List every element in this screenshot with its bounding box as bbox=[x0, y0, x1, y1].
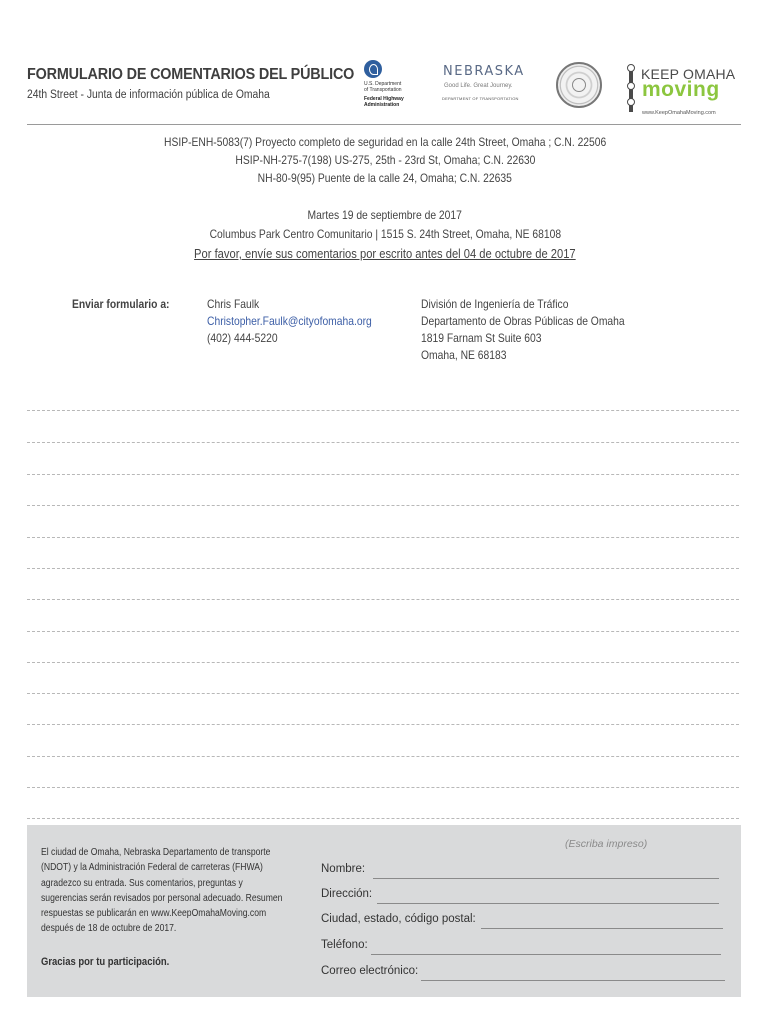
usdot-line4: Administration bbox=[364, 102, 400, 108]
contact-info-box bbox=[27, 825, 741, 997]
nebraska-dot-logo bbox=[440, 64, 540, 104]
notice-line: respuestas se publicarán en www.KeepOmahaMoving.com bbox=[41, 908, 267, 920]
comment-line[interactable] bbox=[27, 474, 739, 475]
nebraska-dept: DEPARTMENT OF TRANSPORTATION bbox=[442, 96, 519, 101]
submission-deadline: Por favor, envíe sus comentarios por escrito antes del 04 de octubre de 2017 bbox=[194, 246, 576, 261]
phone-label: Teléfono: bbox=[321, 939, 368, 951]
contact-email-link[interactable]: Christopher.Faulk@cityofomaha.org bbox=[207, 314, 372, 328]
contact-street: 1819 Farnam St Suite 603 bbox=[421, 331, 542, 345]
comment-line[interactable] bbox=[27, 442, 739, 443]
comment-line[interactable] bbox=[27, 724, 739, 725]
comment-line[interactable] bbox=[27, 537, 739, 538]
comment-line[interactable] bbox=[27, 568, 739, 569]
name-label: Nombre: bbox=[321, 863, 366, 875]
name-field[interactable] bbox=[321, 863, 719, 881]
form-subtitle: 24th Street - Junta de información pública de Omaha bbox=[27, 89, 270, 101]
form-title: FORMULARIO DE COMENTARIOS DEL PÚBLICO bbox=[27, 66, 355, 83]
contact-address bbox=[421, 296, 658, 364]
usdot-line1: U.S. Department bbox=[364, 81, 402, 87]
send-form-label: Enviar formulario a: bbox=[72, 297, 170, 311]
notice-line: agradezco su entrada. Sus comentarios, preguntas y bbox=[41, 877, 243, 889]
contact-department: Departamento de Obras Públicas de Omaha bbox=[421, 314, 625, 328]
meeting-date: Martes 19 de septiembre de 2017 bbox=[307, 208, 463, 222]
thanks-text: Gracias por tu participación. bbox=[41, 956, 170, 968]
phone-field[interactable] bbox=[321, 939, 721, 957]
kom-url: www.KeepOmahaMoving.com bbox=[642, 110, 716, 116]
print-note: (Escriba impreso) bbox=[565, 838, 648, 850]
city-seal-icon bbox=[556, 62, 602, 108]
comment-line[interactable] bbox=[27, 756, 739, 757]
footer-notice bbox=[41, 845, 301, 937]
nebraska-tagline: Good Life. Great Journey. bbox=[444, 83, 513, 89]
contact-city: Omaha, NE 68183 bbox=[421, 348, 507, 362]
address-field[interactable] bbox=[321, 888, 719, 906]
header bbox=[0, 0, 770, 126]
comment-line[interactable] bbox=[27, 693, 739, 694]
kom-moving-text: moving bbox=[642, 78, 720, 101]
notice-line: El ciudad de Omaha, Nebraska Departamento de transporte bbox=[41, 847, 271, 858]
nebraska-name: NEBRASKA bbox=[443, 64, 525, 79]
city-state-zip-label: Ciudad, estado, código postal: bbox=[321, 913, 476, 925]
project-line-2: HSIP-NH-275-7(198) US-275, 25th - 23rd St, Omaha; C.N. 22630 bbox=[234, 153, 535, 167]
address-label: Dirección: bbox=[321, 888, 373, 900]
notice-line: después de 18 de octubre de 2017. bbox=[41, 923, 177, 935]
notice-line: sugerencias serán revisados por personal adecuado. Resumen bbox=[41, 892, 283, 904]
usdot-line3: Federal Highway bbox=[364, 96, 404, 102]
comment-line[interactable] bbox=[27, 410, 739, 411]
comment-line[interactable] bbox=[27, 599, 739, 600]
header-divider bbox=[27, 124, 741, 125]
contact-division: División de Ingeniería de Tráfico bbox=[421, 297, 569, 311]
usdot-emblem-icon bbox=[364, 60, 382, 78]
comment-line[interactable] bbox=[27, 818, 739, 819]
contact-person bbox=[207, 296, 399, 347]
comment-line[interactable] bbox=[27, 787, 739, 788]
comment-line[interactable] bbox=[27, 631, 739, 632]
meeting-location: Columbus Park Centro Comunitario | 1515 S. 24th Street, Omaha, NE 68108 bbox=[209, 227, 561, 241]
email-field[interactable] bbox=[321, 965, 725, 983]
usdot-line2: of Transportation bbox=[364, 87, 402, 93]
contact-phone: (402) 444-5220 bbox=[207, 331, 278, 345]
comment-line[interactable] bbox=[27, 662, 739, 663]
city-state-zip-field[interactable] bbox=[321, 913, 723, 931]
contact-name: Chris Faulk bbox=[207, 297, 260, 311]
kom-keep-text: KEEP OMAHA bbox=[641, 66, 736, 82]
email-label: Correo electrónico: bbox=[321, 965, 419, 977]
keep-omaha-moving-logo bbox=[626, 62, 744, 120]
project-line-1: HSIP-ENH-5083(7) Proyecto completo de seguridad en la calle 24th Street, Omaha ; C.N. 22506 bbox=[163, 135, 607, 149]
notice-line: (NDOT) y la Administración Federal de carreteras (FHWA) bbox=[41, 862, 263, 874]
project-line-3: NH-80-9(95) Puente de la calle 24, Omaha; C.N. 22635 bbox=[257, 171, 513, 185]
comment-line[interactable] bbox=[27, 505, 739, 506]
